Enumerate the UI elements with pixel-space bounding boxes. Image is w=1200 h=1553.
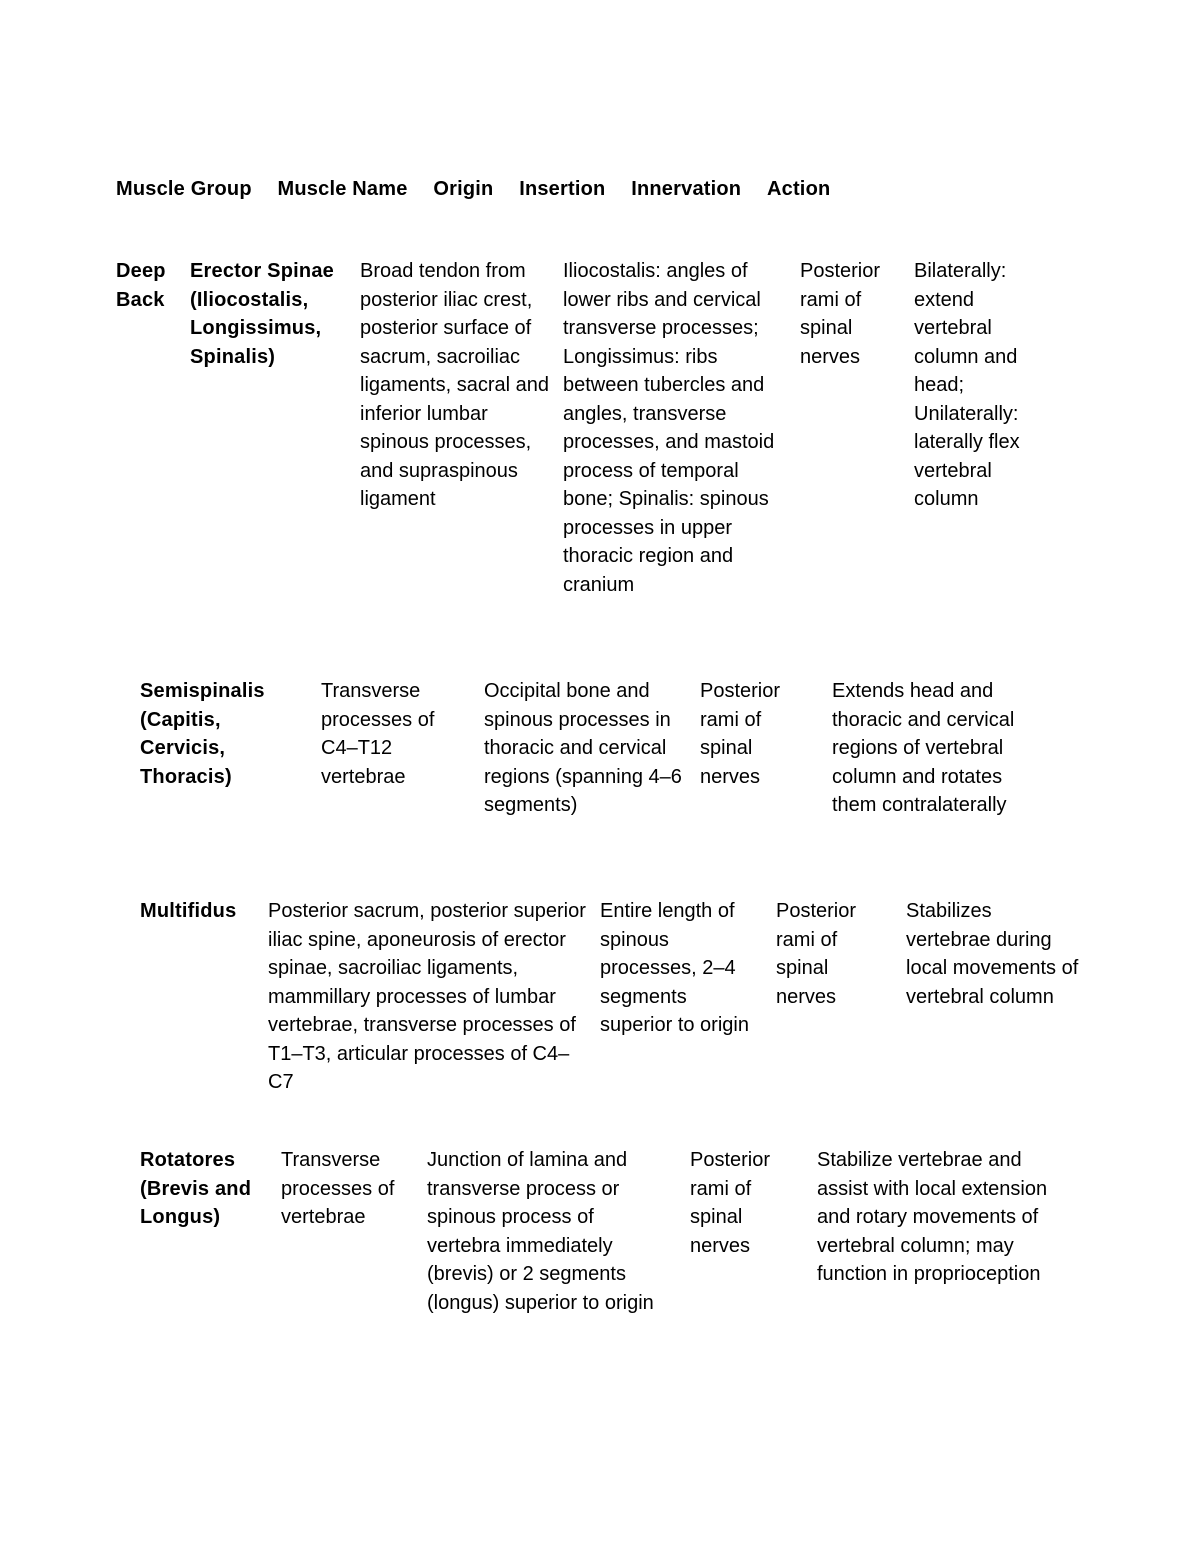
- header-innervation: Innervation: [631, 178, 742, 200]
- row-innervation-cell: Posterior rami of spinal nerves: [690, 1149, 771, 1257]
- row-insertion-cell: Iliocostalis: angles of lower ribs and cervical transverse processes; Longissimus: ribs between tubercles and angles, transverse processes, and mastoid process of temporal bone; Spinalis: spinous processes in upper thoracic region and cranium: [563, 260, 775, 596]
- row-action-cell: Extends head and thoracic and cervical regions of vertebral column and rotates them contralaterally: [832, 680, 1015, 816]
- row-innervation-cell: Posterior rami of spinal nerves: [776, 900, 857, 1008]
- row-action-cell: Stabilizes vertebrae during local movements of vertebral column: [906, 900, 1079, 1008]
- header-origin: Origin: [433, 178, 494, 200]
- row-origin-cell: Broad tendon from posterior iliac crest, posterior surface of sacrum, sacroiliac ligaments, sacral and inferior lumbar spinous processes, and supraspinous ligament: [360, 260, 549, 510]
- table-header: [116, 178, 850, 201]
- row-muscle-name-cell: Erector Spinae (Iliocostalis, Longissimus, Spinalis): [190, 260, 334, 368]
- row-action-cell: Stabilize vertebrae and assist with local extension and rotary movements of vertebral column; may function in proprioception: [817, 1149, 1048, 1285]
- row-group-cell: Deep Back: [116, 260, 166, 311]
- row-insertion-cell: Occipital bone and spinous processes in thoracic and cervical regions (spanning 4–6 segments): [484, 680, 682, 816]
- row-insertion-cell: Junction of lamina and transverse process or spinous process of vertebra immediately (brevis) or 2 segments (longus) superior to origin: [427, 1149, 654, 1314]
- row-insertion-cell: Entire length of spinous processes, 2–4 segments superior to origin: [600, 900, 749, 1036]
- row-innervation-cell: Posterior rami of spinal nerves: [800, 260, 881, 368]
- header-muscle-group: Muscle Group: [116, 178, 252, 200]
- row-muscle-name-cell: Multifidus: [140, 900, 237, 922]
- row-muscle-name-cell: Semispinalis (Capitis, Cervicis, Thoracis): [140, 680, 265, 788]
- row-action-cell: Bilaterally: extend vertebral column and head; Unilaterally: laterally flex vertebral column: [914, 260, 1020, 510]
- row-origin-cell: Transverse processes of C4–T12 vertebrae: [321, 680, 435, 788]
- row-origin-cell: Transverse processes of vertebrae: [281, 1149, 395, 1228]
- row-muscle-name-cell: Rotatores (Brevis and Longus): [140, 1149, 252, 1228]
- row-innervation-cell: Posterior rami of spinal nerves: [700, 680, 781, 788]
- row-origin-cell: Posterior sacrum, posterior superior iliac spine, aponeurosis of erector spinae, sacroiliac ligaments, mammillary processes of lumbar vertebrae, transverse processes of T1–T3, articular processes of C4–C7: [268, 900, 586, 1093]
- header-action: Action: [766, 178, 831, 200]
- header-insertion: Insertion: [519, 178, 606, 200]
- header-muscle-name: Muscle Name: [277, 178, 408, 200]
